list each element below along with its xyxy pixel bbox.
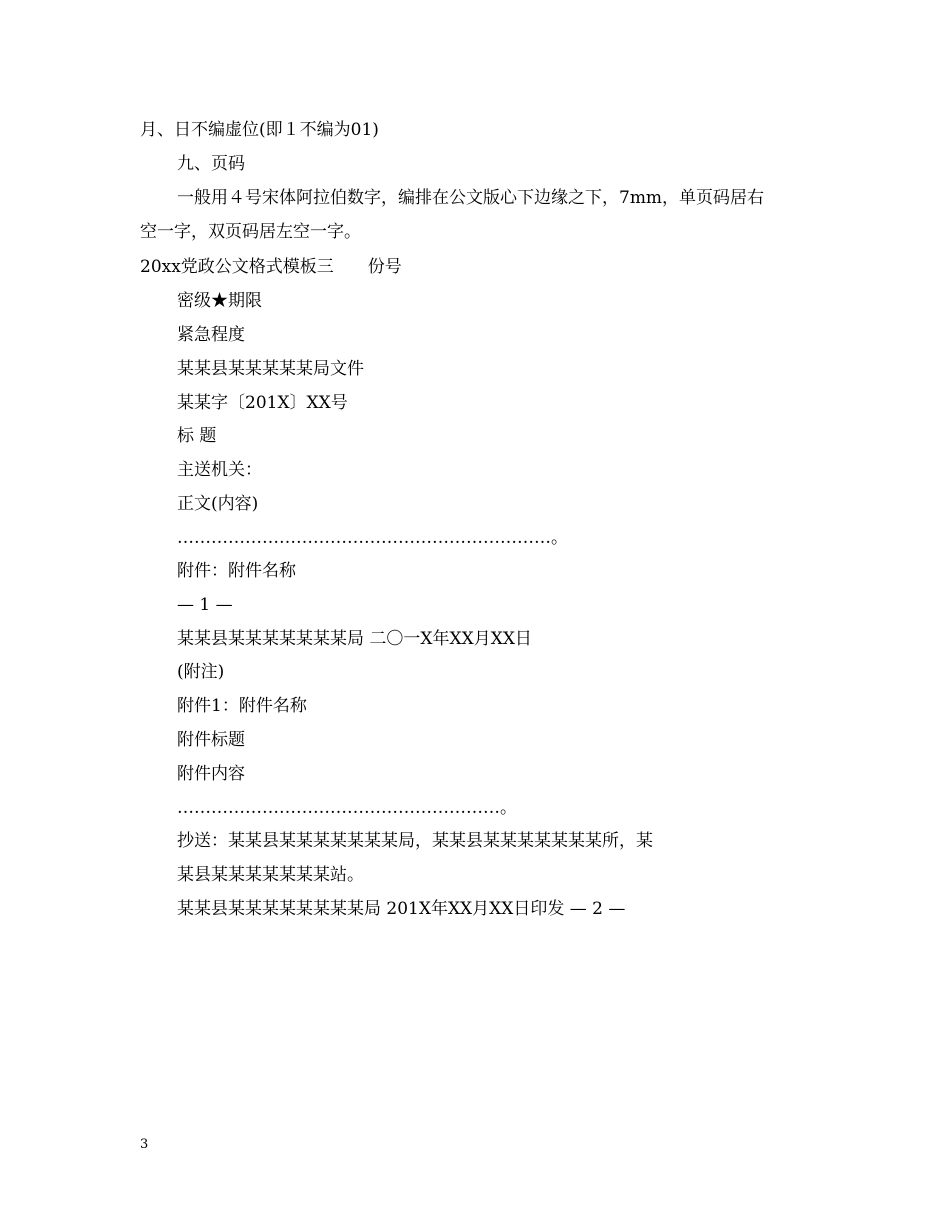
text-line-page-1: — 1 — (177, 595, 233, 615)
text-line-urgency: 紧急程度 (177, 325, 245, 345)
text-line-note: (附注) (177, 662, 225, 682)
text-line-secrecy: 密级★期限 (177, 291, 262, 311)
text-line-issuer: 某某县某某某某某局文件 (177, 359, 364, 379)
text-line-attachment: 附件：附件名称 (177, 561, 296, 581)
section-heading-page-number: 九、页码 (177, 154, 245, 174)
text-line-doc-number: 某某字〔201X〕XX号 (177, 393, 348, 413)
text-line-attachment-dots: …………………………………………………。 (177, 798, 517, 818)
text-line-cc: 抄送：某某县某某某某某某某局，某某县某某某某某某某所，某 (177, 831, 653, 851)
text-line-signature-date: 某某县某某某某某某某局 二〇一X年XX月XX日 (177, 629, 532, 649)
text-line-body-label: 正文(内容) (177, 494, 259, 514)
text-line-page-number-rule: 一般用４号宋体阿拉伯数字，编排在公文版心下边缘之下，7mm，单页码居右 (177, 188, 765, 208)
page-number: 3 (140, 1137, 149, 1152)
text-line-attachment-content: 附件内容 (177, 764, 245, 784)
text-line-title: 标 题 (177, 426, 217, 446)
template-title: 20xx党政公文格式模板三 份号 (140, 257, 402, 277)
text-line-body-dots: …………………………………………………………。 (177, 528, 568, 548)
text-line-cc-cont: 某县某某某某某某某站。 (177, 865, 364, 885)
text-line-attachment-title: 附件标题 (177, 730, 245, 750)
text-line-recipient: 主送机关： (177, 460, 262, 480)
text-line-page-number-rule-cont: 空一字，双页码居左空一字。 (140, 222, 361, 242)
text-line-attachment-1: 附件1：附件名称 (177, 696, 307, 716)
text-line-print-info: 某某县某某某某某某某某局 201X年XX月XX日印发 — 2 — (177, 899, 626, 919)
text-line-date-rule: 月、日不编虚位(即１不编为01) (140, 120, 379, 140)
